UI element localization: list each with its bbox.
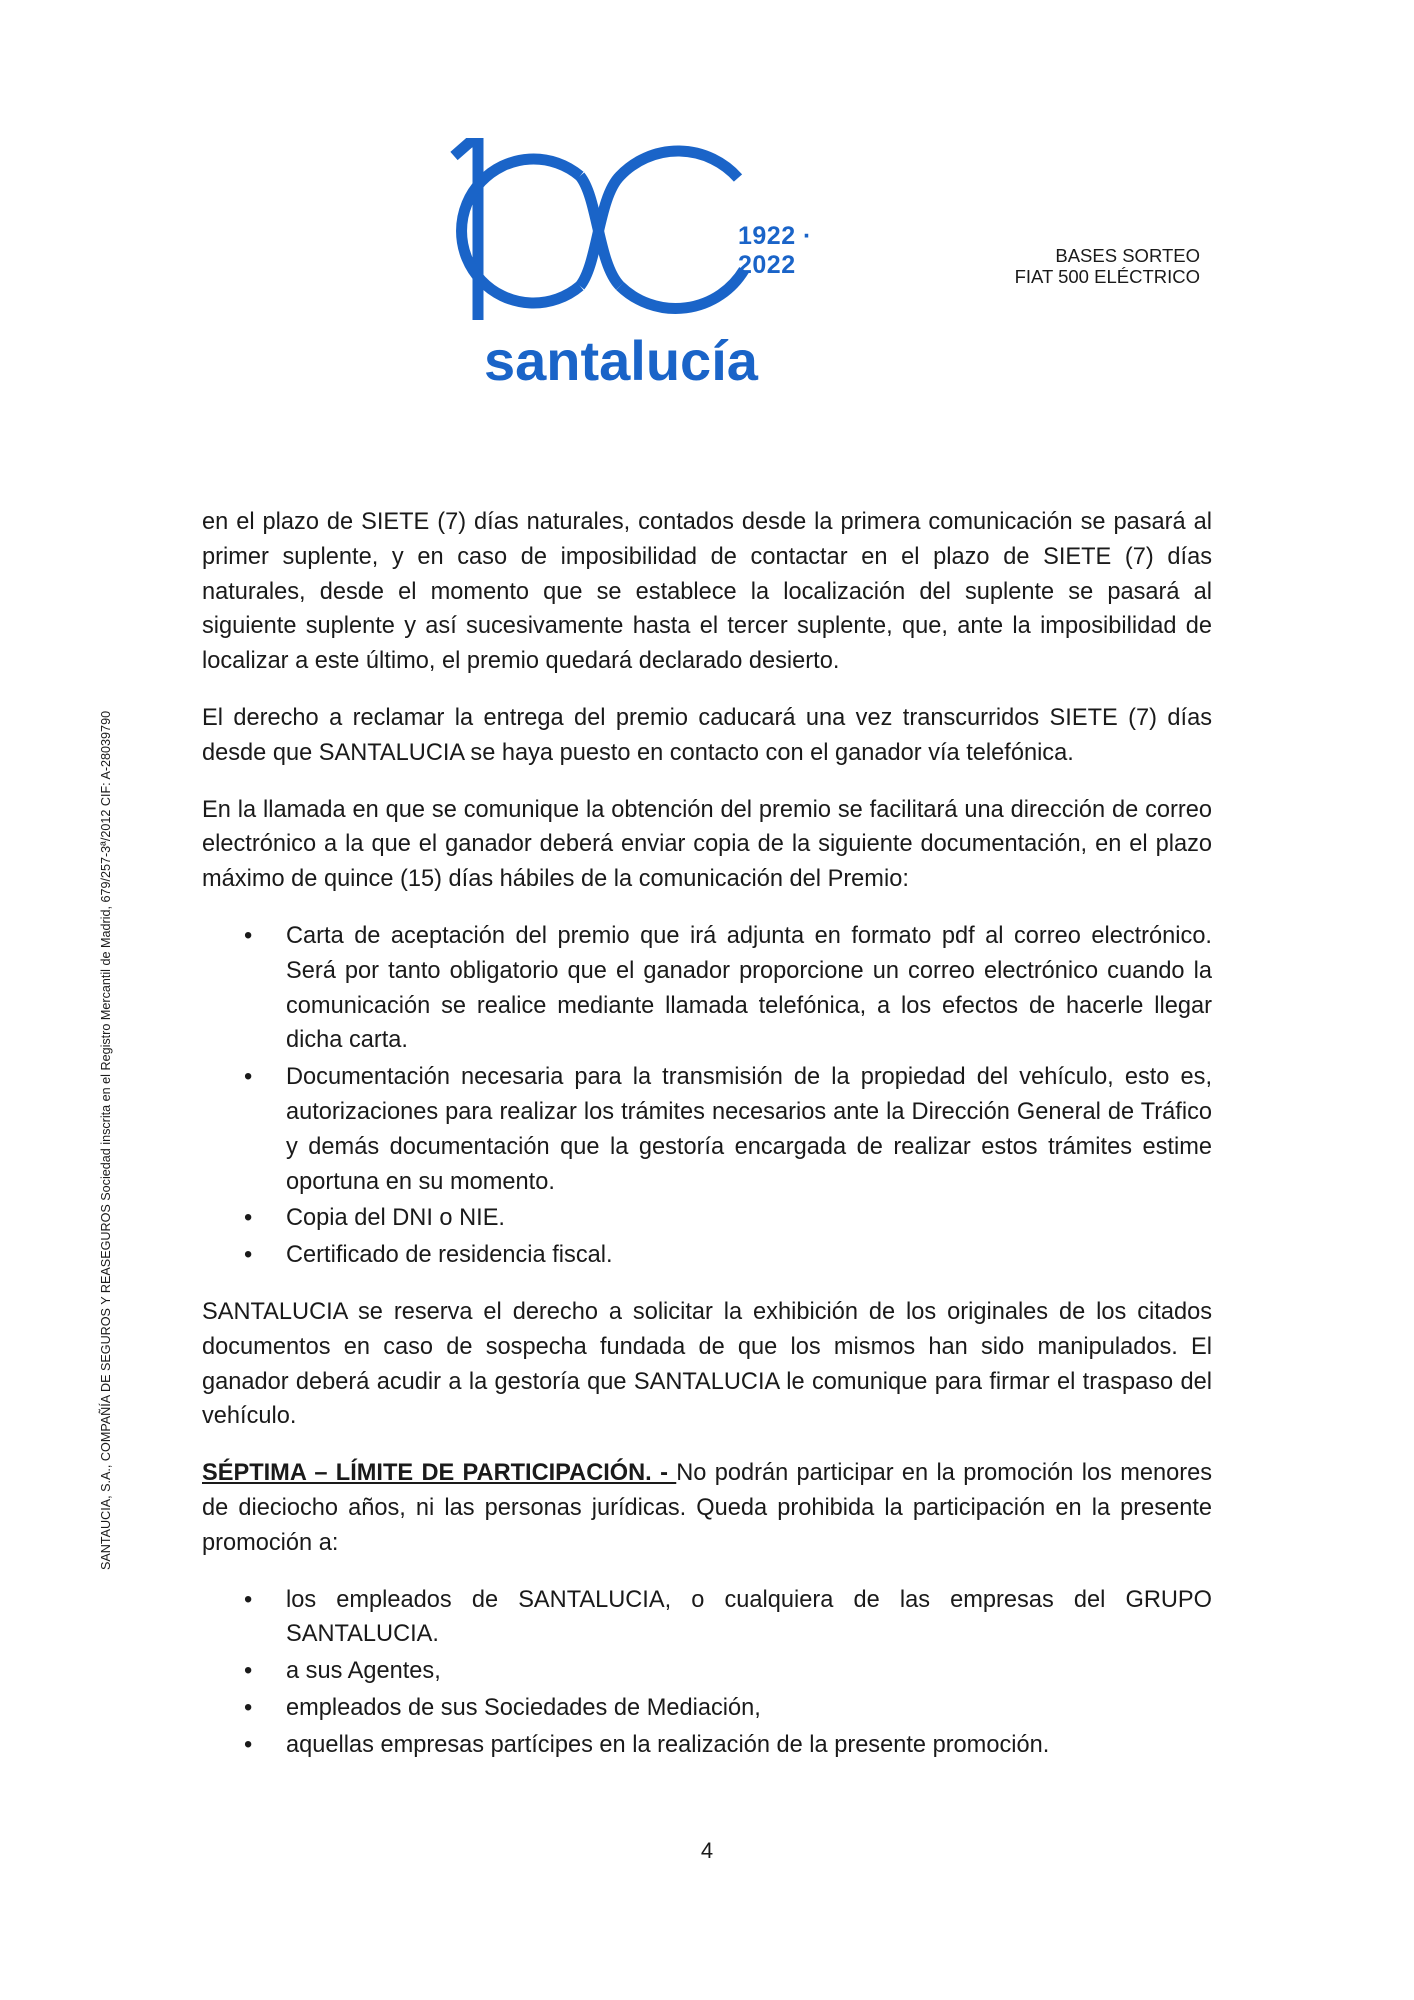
page-number: 4 (700, 1838, 714, 1863)
bullet: • (244, 1242, 253, 1269)
document-body (202, 505, 1212, 1785)
bullet: • (244, 1205, 253, 1232)
list-item: • a sus Agentes, (286, 1654, 1212, 1689)
paragraph-substitutes: en el plazo de SIETE (7) días naturales, contados desde la primera comunicación se pasará al primer suplente, y en caso de imposibilidad de contactar en el plazo de SIETE (7) días naturales, desde el momento que se establece la localización del suplente se pasará al siguiente suplente y así sucesivamente hasta el tercer suplente, que, ante la imposibilidad de localizar a este último, el premio quedará declarado desierto. (202, 509, 1212, 675)
list-item: • los empleados de SANTALUCIA, o cualquiera de las empresas del GRUPO SANTALUCIA. (286, 1583, 1212, 1653)
list-item: • Carta de aceptación del premio que irá adjunta en formato pdf al correo electrónico. Será por tanto obligatorio que el ganador proporcione un correo electrónico cuando la comunicación se realice mediante llamada telefónica, a los efectos de hacerle llegar dicha carta. (286, 919, 1212, 1058)
paragraph-participation-limit: SÉPTIMA – LÍMITE DE PARTICIPACIÓN. - No podrán participar en la promoción los menores de dieciocho años, ni las personas jurídicas. Queda prohibida la participación en la presente promoción a: (202, 1460, 1212, 1556)
list-item: • Documentación necesaria para la transmisión de la propiedad del vehículo, esto es, autorizaciones para realizar los trámites necesarios ante la Dirección General de Tráfico y demás documentación que la gestoría encargada de realizar estos trámites estime oportuna en su momento. (286, 1060, 1212, 1199)
logo-brand-name: santalucía (484, 329, 758, 392)
bullet: • (244, 1658, 253, 1685)
document-title-line-2: FIAT 500 ELÉCTRICO (1014, 266, 1200, 287)
documentation-list (202, 919, 1212, 1273)
bullet: • (244, 1586, 253, 1613)
legal-sidebar-text: SANTAUCIA, S.A., COMPAÑÍA DE SEGUROS Y REASEGUROS Sociedad inscrita en el Registro Mercantil de Madrid, 679/257-3ª/2012 CIF: A-28039790 (99, 710, 113, 1570)
bullet: • (244, 922, 253, 949)
bullet: • (244, 1731, 253, 1758)
bullet: • (244, 1064, 253, 1091)
list-item: • Certificado de residencia fiscal. (286, 1238, 1212, 1273)
logo-years: 1922 · 2022 (738, 222, 812, 279)
paragraph-claim-expiry: El derecho a reclamar la entrega del premio caducará una vez transcurridos SIETE (7) días desde que SANTALUCIA se haya puesto en contacto con el ganador vía telefónica. (202, 704, 1212, 766)
list-item: • Copia del DNI o NIE. (286, 1201, 1212, 1236)
list-item: • aquellas empresas partícipes en la realización de la presente promoción. (286, 1728, 1212, 1763)
paragraph-documentation: En la llamada en que se comunique la obtención del premio se facilitará una dirección de correo electrónico a la que el ganador deberá enviar copia de la siguiente documentación, en el plazo máximo de quince (15) días hábiles de la comunicación del Premio: (202, 796, 1212, 893)
santalucia-centenary-logo (448, 138, 868, 398)
list-item: • empleados de sus Sociedades de Mediación, (286, 1691, 1212, 1726)
excluded-list (202, 1583, 1212, 1763)
document-title (1015, 245, 1200, 287)
bullet: • (244, 1694, 253, 1721)
paragraph-originals: SANTALUCIA se reserva el derecho a solicitar la exhibición de los originales de los citados documentos en caso de sospecha fundada de que los mismos han sido manipulados. El ganador deberá acudir a la gestoría que SANTALUCIA le comunique para firmar el traspaso del vehículo. (202, 1298, 1212, 1430)
document-title-line-1: BASES SORTEO (1055, 245, 1200, 266)
section-heading: SÉPTIMA – LÍMITE DE PARTICIPACIÓN. - (202, 1460, 677, 1487)
